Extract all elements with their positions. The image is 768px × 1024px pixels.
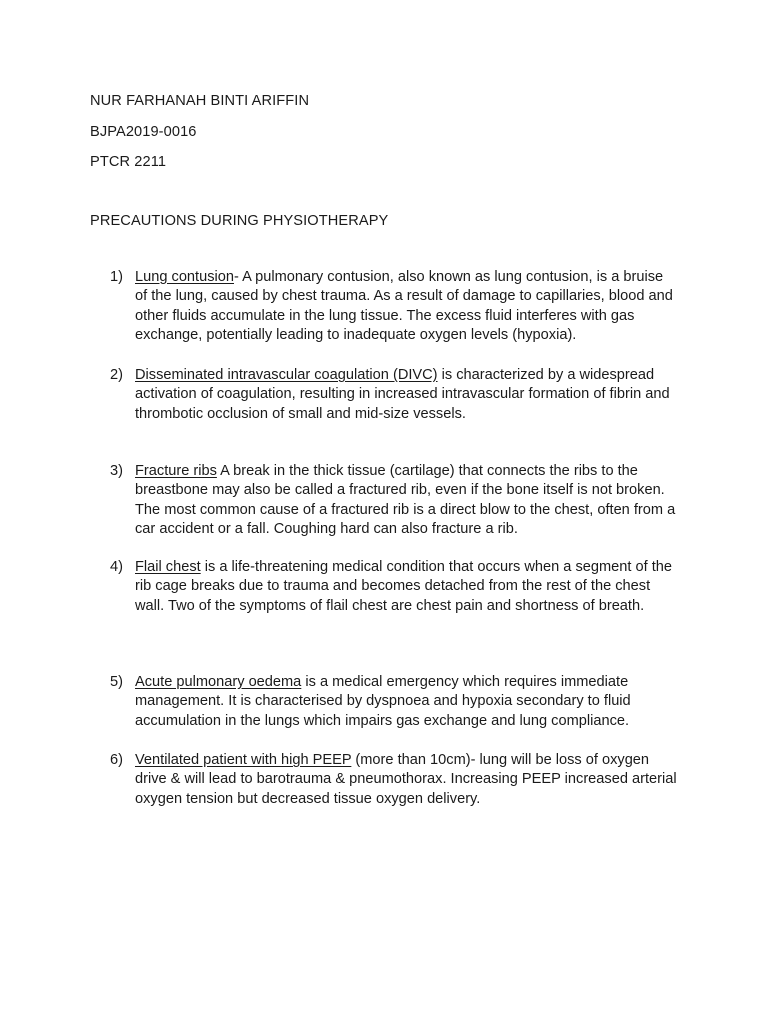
student-id: BJPA2019-0016 xyxy=(90,124,197,140)
item-term: Disseminated intravascular coagulation (DIVC) xyxy=(135,367,438,383)
list-item xyxy=(110,558,678,616)
item-body xyxy=(135,268,678,346)
item-number: 5) xyxy=(110,674,123,690)
item-term: Lung contusion xyxy=(135,269,234,285)
student-name: NUR FARHANAH BINTI ARIFFIN xyxy=(90,93,310,109)
item-number: 2) xyxy=(110,367,123,383)
item-text: A break in the thick tissue (cartilage) that connects the ribs to the breastbone may also be called a fractured rib, even if the bone itself is not broken. The most common cause of a fractured rib is a direct blow to the chest, often from a car accident or a fall. Coughing hard can also fracture a rib. xyxy=(135,463,676,538)
item-term: Fracture ribs xyxy=(135,463,217,479)
item-term: Flail chest xyxy=(135,559,201,575)
list-item xyxy=(110,268,678,346)
item-text: (more than 10cm)- lung will be loss of oxygen drive & will lead to barotrauma & pneumothorax. Increasing PEEP increased arterial oxygen tension but decreased tissue oxygen delivery. xyxy=(135,752,677,807)
item-body xyxy=(135,751,678,809)
item-number: 3) xyxy=(110,463,123,479)
list-item xyxy=(110,673,678,731)
item-body xyxy=(135,673,678,731)
item-number: 1) xyxy=(110,269,123,285)
course-code: PTCR 2211 xyxy=(90,154,167,170)
item-body xyxy=(135,366,678,424)
list-item xyxy=(110,751,678,809)
item-number: 4) xyxy=(110,559,123,575)
item-number: 6) xyxy=(110,752,123,768)
item-body xyxy=(135,558,678,616)
item-text: is characterized by a widespread activation of coagulation, resulting in increased intravascular formation of fibrin and thrombotic occlusion of small and mid-size vessels. xyxy=(135,367,670,422)
list-item xyxy=(110,462,678,540)
item-body xyxy=(135,462,678,540)
item-text: - A pulmonary contusion, also known as lung contusion, is a bruise of the lung, caused by chest trauma. As a result of damage to capillaries, blood and other fluids accumulate in the lung tissue. The excess fluid interferes with gas exchange, potentially leading to inadequate oxygen levels (hypoxia). xyxy=(135,269,673,344)
item-text: is a medical emergency which requires immediate management. It is characterised by dyspnoea and hypoxia secondary to fluid accumulation in the lungs which impairs gas exchange and lung compliance. xyxy=(135,674,631,729)
document-title: PRECAUTIONS DURING PHYSIOTHERAPY xyxy=(90,213,389,229)
list-item xyxy=(110,366,678,424)
item-text: is a life-threatening medical condition that occurs when a segment of the rib cage breaks due to trauma and becomes detached from the rest of the chest wall. Two of the symptoms of flail chest are chest pain and shortness of breath. xyxy=(135,559,673,614)
item-term: Ventilated patient with high PEEP xyxy=(135,752,352,768)
item-term: Acute pulmonary oedema xyxy=(135,674,302,690)
